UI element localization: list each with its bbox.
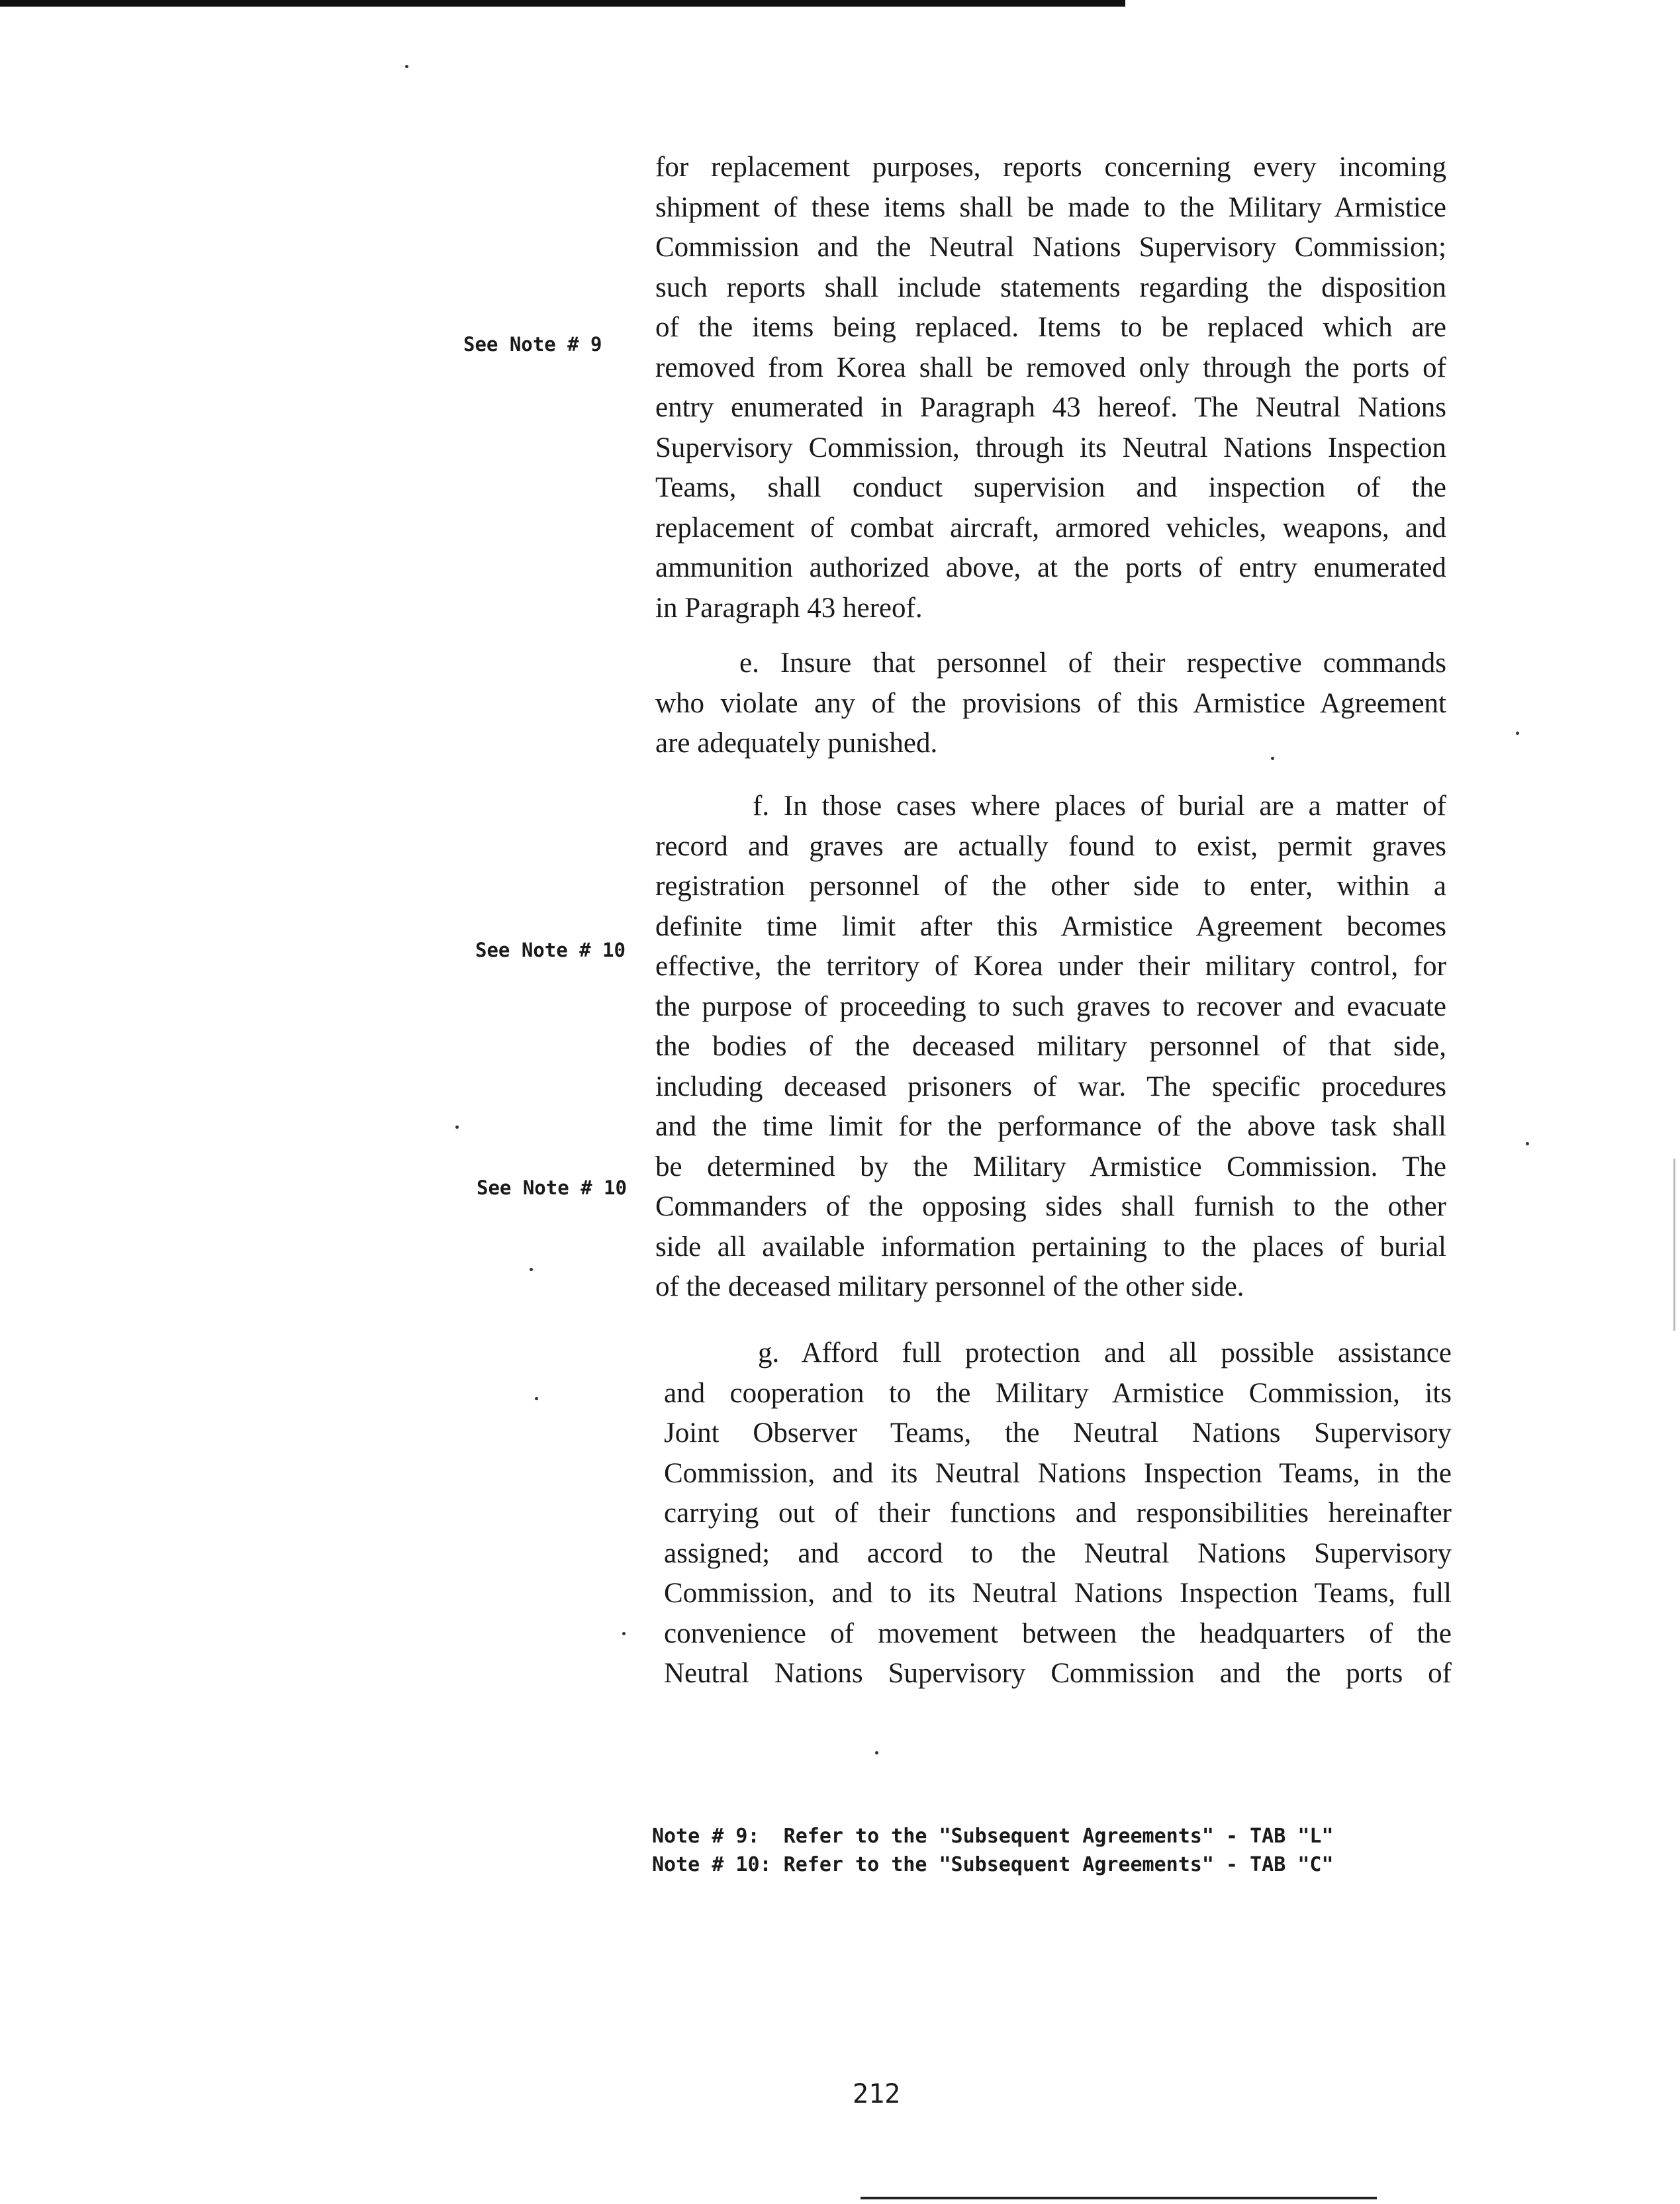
text-line: Commanders of the opposing sides shall furnish to the other: [655, 1191, 1446, 1222]
footnotes: [652, 1822, 1334, 1879]
paragraph-f: [655, 787, 1446, 1308]
text-line: convenience of movement between the headquarters of the: [664, 1617, 1452, 1649]
text-line: side all available information pertaining to the places of burial: [655, 1231, 1446, 1263]
scan-speck: [535, 1397, 538, 1400]
text-line: Teams, shall conduct supervision and inspection of the: [655, 472, 1446, 503]
text-line: effective, the territory of Korea under their military control, for: [655, 951, 1446, 982]
margin-note-10-first: See Note # 10: [475, 939, 626, 961]
text-line: removed from Korea shall be removed only through the ports of: [655, 352, 1446, 383]
margin-note-10-second: See Note # 10: [477, 1176, 627, 1199]
text-line: be determined by the Military Armistice Commission. The: [655, 1151, 1446, 1182]
bottom-scan-border: [861, 2197, 1377, 2199]
text-line: Commission and the Neutral Nations Supervisory Commission;: [655, 232, 1446, 263]
paragraph-g: [664, 1333, 1452, 1694]
text-line: including deceased prisoners of war. The specific procedures: [655, 1071, 1446, 1102]
page-number: 212: [853, 2079, 901, 2109]
text-line: definite time limit after this Armistice Agreement becomes: [655, 910, 1446, 942]
paragraph-e: [655, 644, 1446, 764]
text-line: of the items being replaced. Items to be replaced which are: [655, 312, 1446, 343]
text-line: registration personnel of the other side to enter, within a: [655, 871, 1446, 902]
text-line: Joint Observer Teams, the Neutral Nations Supervisory: [664, 1417, 1452, 1449]
scan-edge-mark: [1673, 1159, 1675, 1331]
text-line: Commission, and its Neutral Nations Inspection Teams, in the: [664, 1457, 1452, 1489]
text-line: of the deceased military personnel of the other side.: [655, 1271, 1244, 1302]
text-line: the purpose of proceeding to such graves to recover and evacuate: [655, 990, 1446, 1022]
footnote-10: Note # 10: Refer to the "Subsequent Agreements" - TAB "C": [652, 1853, 1334, 1876]
scan-speck: [875, 1751, 878, 1754]
text-line: assigned; and accord to the Neutral Nations Supervisory: [664, 1537, 1452, 1569]
scan-speck: [455, 1126, 459, 1129]
continuation-paragraph: [655, 148, 1446, 628]
text-line: g. Afford full protection and all possible assistance: [758, 1337, 1452, 1368]
top-scan-border: [0, 0, 1125, 7]
text-line: and cooperation to the Military Armistice Commission, its: [664, 1377, 1452, 1409]
text-line: Supervisory Commission, through its Neutral Nations Inspection: [655, 432, 1446, 463]
text-line: who violate any of the provisions of this Armistice Agreement: [655, 687, 1446, 719]
text-line: are adequately punished.: [655, 728, 938, 759]
text-line: entry enumerated in Paragraph 43 hereof. The Neutral Nations: [655, 392, 1446, 423]
text-line: and the time limit for the performance of the above task shall: [655, 1111, 1446, 1142]
text-line: ammunition authorized above, at the ports of entry enumerated: [655, 552, 1446, 583]
footnote-9: Note # 9: Refer to the "Subsequent Agreements" - TAB "L": [652, 1825, 1334, 1848]
text-line: for replacement purposes, reports concerning every incoming: [655, 152, 1446, 183]
scan-speck: [1271, 757, 1274, 760]
text-line: f. In those cases where places of burial are a matter of: [753, 791, 1446, 822]
text-line: record and graves are actually found to exist, permit graves: [655, 830, 1446, 862]
text-line: replacement of combat aircraft, armored vehicles, weapons, and: [655, 512, 1446, 544]
text-line: Neutral Nations Supervisory Commission and the ports of: [664, 1658, 1452, 1689]
scan-speck: [1516, 732, 1519, 735]
text-line: carrying out of their functions and responsibilities hereinafter: [664, 1498, 1452, 1529]
scan-speck: [622, 1632, 626, 1635]
text-line: e. Insure that personnel of their respective commands: [739, 647, 1446, 679]
scan-speck: [1526, 1142, 1529, 1145]
text-line: shipment of these items shall be made to the Military Armistice: [655, 191, 1446, 223]
text-line: such reports shall include statements regarding the disposition: [655, 271, 1446, 303]
margin-note-9: See Note # 9: [463, 333, 602, 356]
text-line: Commission, and to its Neutral Nations Inspection Teams, full: [664, 1578, 1452, 1609]
text-line: the bodies of the deceased military personnel of that side,: [655, 1031, 1446, 1062]
text-line: in Paragraph 43 hereof.: [655, 592, 923, 624]
scan-speck: [405, 65, 408, 68]
scan-speck: [530, 1268, 533, 1271]
